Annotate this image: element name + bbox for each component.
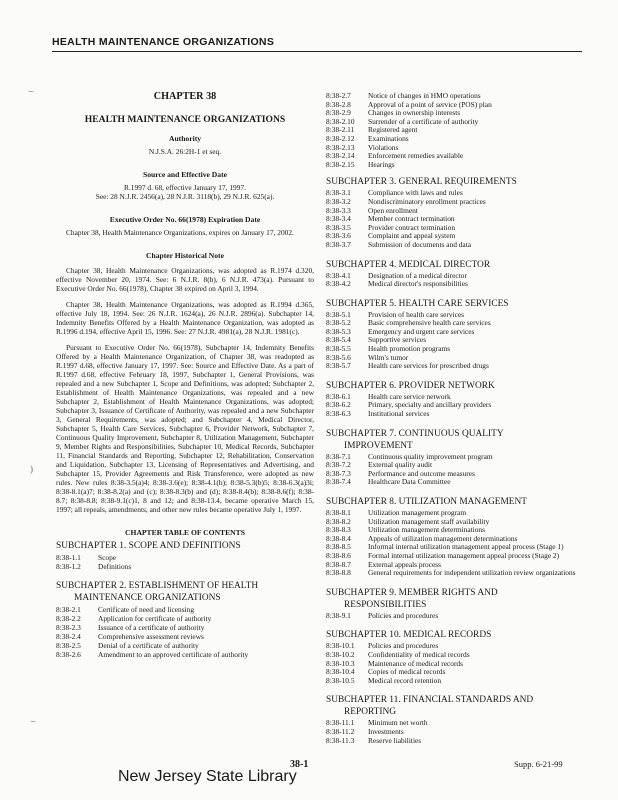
section-number: 8:38-3.1	[326, 188, 351, 198]
left-toc	[56, 541, 314, 659]
section-number: 8:38-7.1	[326, 451, 351, 461]
section-title: Provision of health care services	[368, 309, 465, 319]
section-number: 8:38-2.10	[326, 116, 355, 126]
section-number: 8:38-10.3	[326, 658, 355, 668]
section-title: Changes in ownership interests	[368, 108, 461, 118]
margin-mark: )	[30, 464, 33, 474]
section-title: Utilization management determinations	[368, 525, 485, 535]
section-number: 8:38-2.7	[326, 91, 351, 100]
history-paragraph: Chapter 38, Health Maintenance Organizations, was adopted as R.1974 d.320, effective November 20, 1974. See: 6 N.J.R. 8(b), 6 N.J.R. 473(a). Pursuant to Executive Order No. 66(1978), Chapter 38 expired on April 3, 1994.	[56, 266, 314, 293]
section-number: 8:38-2.6	[56, 650, 81, 659]
subchapter-heading: SUBCHAPTER 5. HEALTH CARE SERVICES	[326, 298, 509, 309]
section-number: 8:38-8.7	[326, 559, 351, 569]
subchapter-heading: IMPROVEMENT	[344, 440, 413, 451]
section-title: Institutional services	[368, 409, 430, 419]
toc-entry	[326, 453, 584, 462]
section-title: Medical record retention	[368, 675, 442, 685]
subchapter-heading: REPORTING	[344, 707, 397, 718]
toc-entry	[56, 605, 314, 614]
section-number: 8:38-5.5	[326, 344, 351, 354]
section-number: 8:38-11.1	[326, 718, 355, 728]
right-top-list	[326, 92, 584, 169]
section-number: 8:38-3.7	[326, 239, 351, 249]
section-number: 8:38-9.1	[326, 610, 351, 620]
section-title: Health care services for prescribed drugs	[368, 361, 489, 371]
section-title: Reserve liabilities	[368, 735, 422, 745]
source-line-2: See: 28 N.J.R. 2456(a), 28 N.J.R. 3118(b), 29 N.J.R. 625(a).	[95, 192, 275, 201]
section-title: Nondiscriminatory enrollment practices	[368, 196, 486, 206]
toc-entry	[326, 215, 584, 224]
section-title: Violations	[368, 142, 399, 152]
toc-entry	[326, 668, 584, 677]
toc-entry	[326, 552, 584, 561]
section-number: 8:38-10.2	[326, 649, 355, 659]
section-number: 8:38-1.2	[56, 562, 81, 571]
toc-entry	[326, 207, 584, 216]
section-number: 8:38-2.8	[326, 99, 351, 109]
subchapter-heading: RESPONSIBILITIES	[344, 599, 427, 610]
margin-mark: ⌣	[30, 716, 36, 726]
section-number: 8:38-2.11	[326, 125, 355, 135]
library-stamp: New Jersey State Library	[118, 768, 297, 785]
section-number: 8:38-8.4	[326, 533, 351, 543]
section-title: Member contract termination	[368, 214, 455, 224]
authority-heading: Authority	[168, 134, 202, 143]
section-number: 8:38-5.4	[326, 335, 351, 345]
authority-text: N.J.S.A. 26:2H-1 et seq.	[148, 147, 222, 156]
section-title: Confidentiality of medical records	[368, 649, 470, 659]
section-number: 8:38-3.4	[326, 214, 351, 224]
section-number: 8:38-8.5	[326, 542, 351, 552]
header-rule	[52, 51, 582, 52]
section-number: 8:38-8.3	[326, 525, 351, 535]
toc-heading: CHAPTER TABLE OF CONTENTS	[125, 528, 245, 537]
subchapter-heading: SUBCHAPTER 6. PROVIDER NETWORK	[326, 380, 495, 391]
toc-entry	[326, 336, 584, 345]
subchapter-heading: SUBCHAPTER 11. FINANCIAL STANDARDS AND	[326, 695, 534, 706]
subchapter-heading: SUBCHAPTER 1. SCOPE AND DEFINITIONS	[56, 541, 241, 551]
right-toc	[326, 177, 584, 745]
toc-entry	[326, 677, 584, 686]
toc-entry	[56, 614, 314, 623]
section-number: 8:38-8.2	[326, 516, 351, 526]
section-title: Emergency and urgent care services	[368, 326, 475, 336]
section-number: 8:38-10.1	[326, 641, 355, 651]
section-number: 8:38-4.2	[326, 279, 351, 289]
toc-entry	[326, 410, 584, 419]
section-title: Policies and procedures	[368, 641, 439, 651]
section-title: Open enrollment	[368, 205, 418, 215]
toc-entry	[326, 612, 584, 621]
subchapter-heading: SUBCHAPTER 4. MEDICAL DIRECTOR	[326, 259, 491, 270]
right-column	[326, 92, 584, 745]
section-title: Basic comprehensive health care services	[368, 318, 491, 328]
page-number: 38-1	[290, 759, 309, 770]
section-title: External appeals process	[368, 559, 442, 569]
section-title: Healthcare Data Committee	[368, 477, 451, 487]
section-number: 8:38-1.1	[56, 553, 81, 562]
toc-entry	[326, 728, 584, 737]
section-number: 8:38-6.1	[326, 391, 351, 401]
section-title: Scope	[98, 553, 117, 562]
section-number: 8:38-2.15	[326, 159, 355, 169]
section-number: 8:38-5.7	[326, 361, 351, 371]
section-number: 8:38-5.2	[326, 318, 351, 328]
section-number: 8:38-3.5	[326, 222, 351, 232]
section-number: 8:38-2.9	[326, 108, 351, 118]
section-title: General requirements for independent utilization review organizations	[368, 568, 576, 578]
section-number: 8:38-10.4	[326, 667, 355, 677]
subchapter-heading: SUBCHAPTER 3. GENERAL REQUIREMENTS	[326, 177, 517, 188]
section-title: Informal internal utilization management appeal process (Stage 1)	[368, 542, 564, 552]
margin-mark: ⌣	[28, 86, 34, 96]
section-title: Application for certificate of authority	[98, 614, 212, 623]
section-title: Hearings	[368, 159, 395, 169]
section-title: Submission of documents and data	[368, 239, 472, 249]
section-number: 8:38-2.12	[326, 133, 355, 143]
section-title: Continuous quality improvement program	[368, 451, 493, 461]
toc-entry	[326, 280, 584, 289]
section-title: Minimum net worth	[368, 718, 428, 728]
toc-entry	[326, 135, 584, 144]
section-number: 8:38-3.2	[326, 196, 351, 206]
section-number: 8:38-3.6	[326, 231, 351, 241]
section-title: Investments	[368, 726, 404, 736]
toc-entry	[326, 161, 584, 170]
section-number: 8:38-8.6	[326, 550, 351, 560]
section-title: Copies of medical records	[368, 667, 446, 677]
history-paragraph: Pursuant to Executive Order No. 66(1978), Subchapter 14, Indemnity Benefits Offered by a Health Maintenance Organization, of Chapter 38, was readopted as R.1997 d.68, effective January 17, 1997. See: Source and Effective Date. As a part of R.1997 d.68, effective February 18, 1997, Subchapter 1, General Provisions, was repealed and a new Subchapter 1, Scope and Definitions, was adopted; Subchapter 2, Establishment of Health Maintenance Organizations, was repealed and a new Subchapter 2, Establishment of Health Maintenance Organizations, was adopted; Subchapter 3, Issuance of Certificate of Authority, was repealed and a new Subchapter 3, General Requirements, was adopted; and Subchapter 4, Medical Director, Subchapter 5, Health Care Services, Subchapter 6, Provider Network, Subchapter 7, Continuous Quality Improvement, Subchapter 8, Utilization Management, Subchapter 9, Member Rights and Responsibilities, Subchapter 10, Medical Records, Subchapter 11, Financial Standards and Reporting, Subchapter 12, Rehabilitation, Conservation and Liquidation, Subchapter 13, Licensing of Representatives and Advertising, and Subchapter 15, Provider Agreements and Risk Transference, were adopted as new rules. New rules 8:38-3.5(a)4; 8:38-3.6(e); 8:38-4.1(b); 8:38-5.3(b)5; 8:38-6.3(a)3i; 8:38-8.1(a)7; 8:38-8.2(a) and (c); 8:38-8.3(b) and (d); 8:38-8.4(b); 8:38-8.6(f); 8:38-8.7; 8:38-8.8; 8:38-9.1(c)1, 8 and 12; and 8:38-13.4, became operative March 15, 1997; all repeals, amendments, and other new rules became operative July 1, 1997.	[56, 343, 314, 514]
toc-entry	[326, 224, 584, 233]
toc-entry	[56, 641, 314, 650]
toc-entry	[326, 328, 584, 337]
section-title: Notice of changes in HMO operations	[368, 91, 481, 100]
running-head: HEALTH MAINTENANCE ORGANIZATIONS	[52, 36, 275, 48]
toc-entry	[326, 470, 584, 479]
section-number: 8:38-2.5	[56, 641, 81, 650]
subchapter-heading: SUBCHAPTER 10. MEDICAL RECORDS	[326, 630, 492, 641]
section-title: Supportive services	[368, 335, 427, 345]
section-title: Appeals of utilization management determinations	[368, 533, 518, 543]
section-title: Comprehensive assessment reviews	[98, 632, 204, 641]
section-title: Health promotion programs	[368, 344, 451, 354]
section-title: Registered agent	[368, 125, 418, 135]
toc-entry	[56, 553, 314, 562]
toc-entry	[326, 362, 584, 371]
section-number: 8:38-2.1	[56, 605, 81, 614]
section-number: 8:38-2.13	[326, 142, 355, 152]
history-paragraph: Chapter 38, Health Maintenance Organizations, was adopted as R.1994 d.365, effective July 18, 1994. See: 26 N.J.R. 1624(a), 26 N.J.R. 2896(a). Subchapter 14, Indemnity Benefits Offered by a Health Maintenance Organization, was adopted as R.1996 d.194, effective April 15, 1996. See: 27 N.J.R. 4981(a), 28 N.J.R. 1981(c).	[56, 300, 314, 336]
toc-entry	[326, 118, 584, 127]
toc-entry	[326, 478, 584, 487]
section-number: 8:38-11.3	[326, 735, 355, 745]
section-title: Provider contract termination	[368, 222, 456, 232]
section-number: 8:38-6.2	[326, 400, 351, 410]
subchapter-heading: SUBCHAPTER 9. MEMBER RIGHTS AND	[326, 587, 498, 598]
subchapter-heading: SUBCHAPTER 7. CONTINUOUS QUALITY	[326, 428, 504, 439]
left-column	[56, 92, 314, 659]
section-title: Utilization management program	[368, 508, 467, 517]
subchapter-heading: SUBCHAPTER 2. ESTABLISHMENT OF HEALTH	[56, 581, 259, 591]
history-heading: Chapter Historical Note	[146, 251, 224, 260]
section-title: Compliance with laws and rules	[368, 188, 463, 198]
section-number: 8:38-5.1	[326, 309, 351, 319]
section-number: 8:38-5.6	[326, 352, 351, 362]
toc-entry	[326, 737, 584, 746]
section-title: Performance and outcome measures	[368, 468, 475, 478]
section-title: Definitions	[98, 562, 132, 571]
section-number: 8:38-6.3	[326, 409, 351, 419]
section-number: 8:38-2.2	[56, 614, 81, 623]
section-title: Primary, specialty and ancillary providers	[368, 400, 492, 410]
section-number: 8:38-8.8	[326, 568, 351, 578]
chapter-number: CHAPTER 38	[153, 91, 217, 102]
toc-entry	[56, 650, 314, 659]
supplement-date: Supp. 6-21-99	[514, 759, 563, 769]
chapter-title: HEALTH MAINTENANCE ORGANIZATIONS	[84, 114, 286, 125]
toc-entry	[326, 719, 584, 728]
toc-entry	[326, 345, 584, 354]
section-title: Health care service network	[368, 391, 451, 401]
section-title: Formal internal utilization management appeal process (Stage 2)	[368, 550, 560, 560]
exec-order-text: Chapter 38, Health Maintenance Organizations, expires on January 17, 2002.	[66, 228, 294, 237]
section-number: 8:38-2.3	[56, 623, 81, 632]
section-number: 8:38-2.14	[326, 151, 355, 161]
section-title: Surrender of a certificate of authority	[368, 116, 479, 126]
section-title: Enforcement remedies available	[368, 151, 464, 161]
section-title: Utilization management staff availability	[368, 516, 490, 526]
subchapter-heading: MAINTENANCE ORGANIZATIONS	[74, 593, 221, 603]
toc-entry	[326, 401, 584, 410]
section-title: Maintenance of medical records	[368, 658, 464, 668]
section-number: 8:38-7.2	[326, 460, 351, 470]
exec-order-heading: Executive Order No. 66(1978) Expiration Date	[109, 215, 261, 224]
source-heading: Source and Effective Date	[142, 170, 227, 179]
toc-entry	[326, 569, 584, 578]
source-line-1: R.1997 d. 68, effective January 17, 1997.	[124, 183, 246, 192]
section-number: 8:38-7.3	[326, 468, 351, 478]
toc-entry	[326, 126, 584, 135]
toc-entry	[56, 632, 314, 641]
section-title: Medical director's responsibilities	[368, 279, 468, 289]
section-title: Approval of a point of service (POS) plan	[368, 99, 492, 109]
section-title: Designation of a medical director	[368, 270, 467, 280]
section-number: 8:38-11.2	[326, 726, 355, 736]
section-title: Policies and procedures	[368, 610, 439, 620]
toc-entry	[326, 241, 584, 250]
section-number: 8:38-8.1	[326, 508, 351, 517]
section-number: 8:38-3.3	[326, 205, 351, 215]
section-number: 8:38-2.4	[56, 632, 81, 641]
section-number: 8:38-7.4	[326, 477, 351, 487]
toc-entry	[326, 152, 584, 161]
section-title: Amendment to an approved certificate of authority	[98, 650, 249, 659]
section-number: 8:38-5.3	[326, 326, 351, 336]
section-number: 8:38-4.1	[326, 270, 351, 280]
section-title: Certificate of need and licensing	[98, 605, 195, 614]
section-title: Complaint and appeal system	[368, 231, 456, 241]
toc-entry	[56, 562, 314, 571]
toc-entry	[56, 623, 314, 632]
toc-entry	[326, 660, 584, 669]
section-title: Wilm's tumor	[368, 352, 409, 362]
section-title: Examinations	[368, 133, 409, 143]
section-title: External quality audit	[368, 460, 433, 470]
section-title: Issuance of a certificate of authority	[98, 623, 205, 632]
section-title: Denial of a certificate of authority	[98, 641, 199, 650]
subchapter-heading: SUBCHAPTER 8. UTILIZATION MANAGEMENT	[326, 497, 528, 507]
toc-entry	[326, 198, 584, 207]
section-number: 8:38-10.5	[326, 675, 355, 685]
